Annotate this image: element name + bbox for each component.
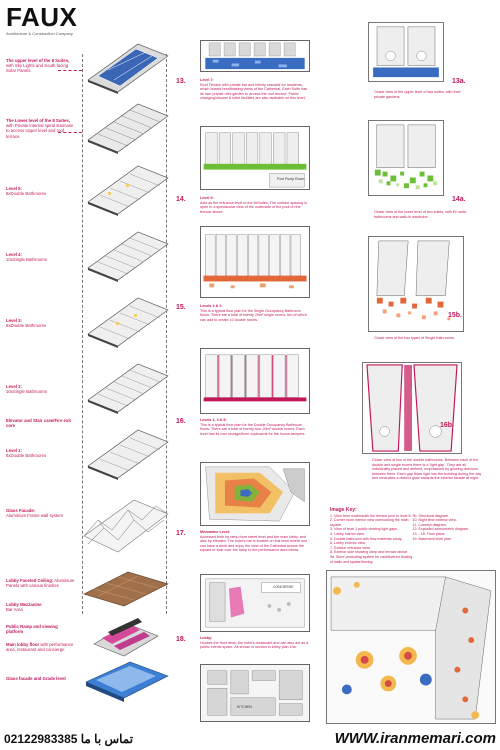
level-note: Level 2: 10xSingle Bathrooms (6, 384, 47, 395)
image-key-item: 8. Exterior side showing ramp and terrace above. (330, 550, 409, 555)
level-note: Elevator and Stair case/Fire exit core (6, 418, 71, 429)
image-key-item: 9a. Store protruding system for cantilevered floating of walls and spatial flowing (330, 554, 413, 564)
image-key-item: 13. - 18. Floor plans. (412, 531, 446, 536)
basement-plan (201, 665, 309, 721)
image-key-item: 1. View from underneath the terrace pool to level 6. (330, 513, 412, 518)
image-key-item: 9b. Structural diagram. (412, 513, 449, 518)
image-key-item: 6. Lobby exterior view. (330, 541, 366, 546)
level-4-floor (78, 228, 170, 282)
image-key (330, 508, 495, 564)
level-note: Level 4: 10xSingle Bathrooms (6, 252, 47, 263)
footer-site[interactable]: WWW.iranmemari.com (334, 730, 496, 747)
image-key-item: 4. Lobby interior view. (330, 531, 365, 536)
level-note: Lobby Mezzanine Bar Area (6, 602, 42, 613)
level-5-floor (78, 162, 170, 216)
level-note: Level 5: 8xDouble Bathrooms (6, 186, 47, 197)
image-key-item: 2. Corner room interior view overlooking the main square. (330, 518, 409, 527)
plan-17 (200, 462, 310, 526)
level-2-floor (78, 360, 170, 414)
plan-number: 17. (176, 530, 186, 537)
roof-terrace-plan (201, 41, 309, 71)
detail-16b (362, 362, 462, 454)
concierge-label: CONCIERGE (273, 585, 294, 589)
lobby-plan (201, 575, 309, 631)
plan-18 (200, 574, 310, 632)
basement-plan-drawing (327, 571, 495, 723)
detail-number: 15b. (448, 312, 463, 319)
level-note: Main lobby floor with performance area, restaurant and concierge (6, 642, 74, 653)
brand-logo: FAUX (6, 2, 78, 32)
plan-description: Level 6: Acts as the entrance level to the 8xSuites. The corridor spacing is open to a spectacular view of the underside of the pool on the terrace above. (200, 196, 307, 214)
image-key-item: 12. Exploded axonometric diagram. (412, 527, 470, 532)
level-4-2-plan (201, 227, 309, 297)
pool-pump-label: Pool Pump Room (277, 177, 305, 181)
plan-number: 14. (176, 196, 186, 203)
level-1-3-5-plan (201, 349, 309, 413)
image-key-item: 7. Exterior entrance view. (330, 545, 371, 550)
public-ramp (78, 614, 170, 660)
level-note: Public Ramp and viewing platform (6, 624, 58, 635)
detail-description: Closer view of the two types of Single bathrooms. (374, 336, 455, 340)
level-note: Level 1: 8xDouble Bathrooms (6, 448, 47, 459)
glass-facade (78, 490, 170, 560)
suites-lower-level (78, 100, 170, 154)
image-key-item: 10. Night time exterior view. (412, 518, 457, 523)
image-key-col-1 (330, 514, 413, 565)
plan-number: 15. (176, 304, 186, 311)
suites-drawing (78, 100, 170, 154)
plan-number: 13. (176, 78, 186, 85)
image-key-item: 3. View of level 1 public viewing light gaps. (330, 527, 398, 532)
exploded-axonometric (0, 40, 165, 720)
plan-16 (200, 348, 310, 414)
roof-drawing (78, 40, 170, 94)
plan-14 (200, 126, 310, 190)
detail-description: Closer view of two of the double bathrooms. Between each of the double and single rooms there is a 'light gap'. They are all individually placed and defined, emphasised by glowing divisions between them. Each gap flows light into the building during the day and emanates a distinct glow towards the exterior facade at night. (372, 458, 482, 481)
roof-level (78, 40, 170, 94)
footer (0, 728, 500, 750)
image-key-title: Image Key: (330, 507, 357, 513)
plan-description: Level 7: Roof Terrace with private bar and infinity cascade for residents, which boasts breathtaking views of the Cathedral. Each Suite has its own private mini garden to access the roof terrace. Public changing/shower & toilet facilities are also available on this level. (200, 78, 307, 101)
detail-14a (368, 120, 444, 196)
detail-number: 16b. (440, 422, 455, 429)
basement-plan-large (326, 570, 496, 724)
detail-number: 13a. (452, 78, 466, 85)
plan-13 (200, 40, 310, 72)
level-note: The upper level of the 8 Suites, with Sky Lights and South facing Solar Panels. (6, 58, 70, 74)
level-3-floor (78, 294, 170, 348)
plan-description: Mezzanine Level: Accessed both by ramp from street level and the main lobby, and also by elevator. The hotel's bar is located on this level where one can have a drink and enjoy the view of the Cathedral across the square or look over the ramp to the performance area below. (200, 530, 308, 553)
detail-description: Closer view of the upper level of two suites, with their private gardens. (374, 90, 461, 99)
kitchen-label: KITCHEN (237, 705, 252, 709)
brand-block (6, 4, 77, 36)
image-key-item: 5. Double bathroom with flow materials study. (330, 536, 403, 541)
plan-description: Levels 1, 3 & 5: This is a typical floor plan for the Double Occupancy Bathroom floors. There are a total of twenty-four 20m² double rooms. Each level has its own storage/linen cupboards for the house-keepers. (200, 418, 306, 436)
image-key-item: 11. Concept diagram. (412, 522, 447, 527)
level-note: The Lower level of the 8 Suites, with Private internal spiral staircase to access Upper level and roof terrace. (6, 118, 74, 139)
image-key-col-2 (413, 514, 496, 565)
image-key-item: 19. Basement level plan. (412, 536, 452, 541)
detail-description: Closer view of the lower level of two suites, with En suite bathrooms and walk-in wardrobe. (374, 210, 467, 219)
level-1-floor (78, 426, 170, 480)
plan-description: Lobby: Houses the front desk, the hotel's restaurant and can also act as a public events space. As shown in section in lobby plan 10a. (200, 636, 309, 650)
brand-tagline: Architecture & Construction Company (6, 31, 73, 36)
plan-description: Levels 4 & 2: This is a typical floor plan for the Single Occupancy Bathroom floors. There are a total of twenty 20m² single rooms, ten of which can add to create 10 double rooms. (200, 304, 307, 322)
plan-number: 16. (176, 418, 186, 425)
level-note: Level 3: 8xDouble Bathrooms (6, 318, 47, 329)
plan-15 (200, 226, 310, 298)
ground-level (78, 660, 170, 702)
plan-basement (200, 664, 310, 722)
plan-number: 18. (176, 636, 186, 643)
mezzanine-plan (201, 463, 309, 525)
level-note: Glass facade and Grade level (6, 676, 66, 681)
detail-number: 14a. (452, 196, 466, 203)
level-note: Glass Facade: Aluminium Frame wall system (6, 508, 64, 519)
detail-13a (368, 22, 444, 82)
level-note: Lobby Faceted Ceiling: Aluminium Panels with various finishes (6, 578, 75, 589)
footer-phone: 02122983385 تماس با ما (4, 732, 134, 746)
lobby-ceiling (78, 570, 170, 608)
